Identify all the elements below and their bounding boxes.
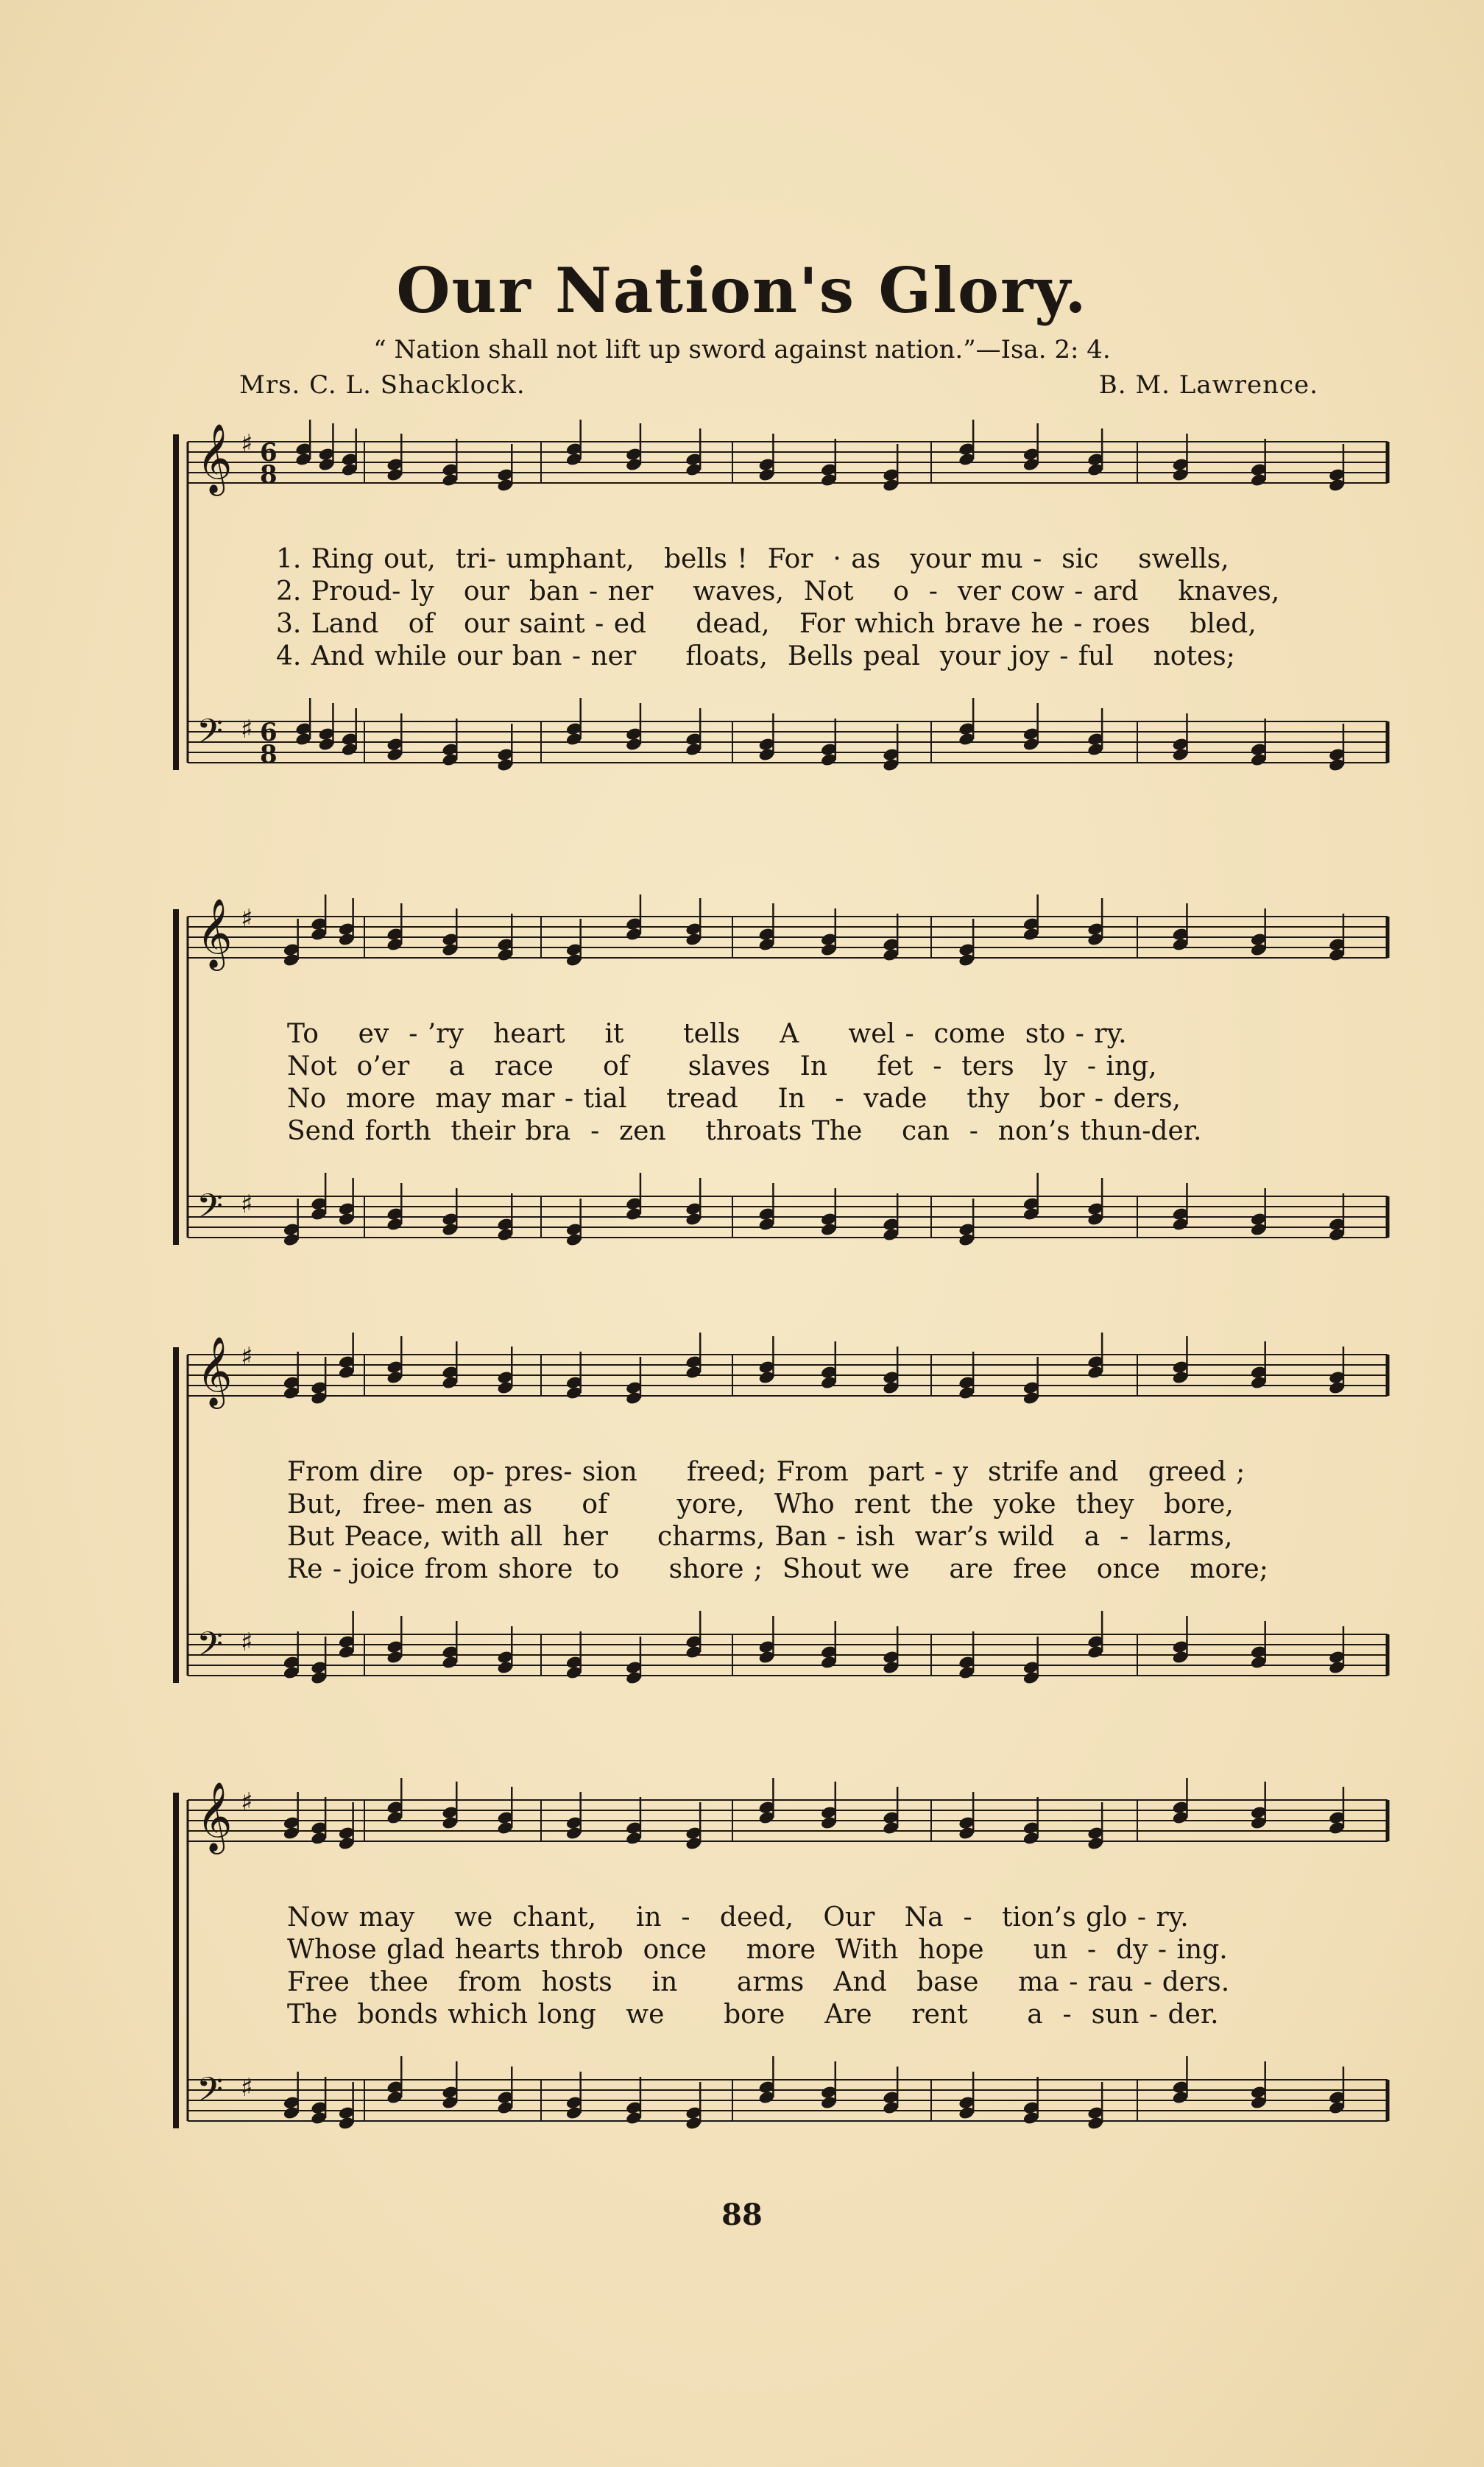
lyric-line: To ev - ’ry heart it tells A wel - come sto - ry.	[287, 1019, 1127, 1049]
music-system-2	[173, 894, 1388, 1263]
lyrics-block	[173, 1456, 1388, 1603]
lyric-line: Whose glad hearts throb once more With hope un - dy - ing.	[287, 1935, 1228, 1965]
bass-staff	[188, 2056, 1388, 2131]
bass-staff	[188, 1611, 1388, 1685]
treble-staff	[188, 894, 1388, 971]
music-system-3	[173, 1333, 1388, 1701]
treble-clef-icon: 𝄞	[197, 1336, 233, 1406]
lyric-line: But, free- men as of yore, Who rent the yoke they bore,	[287, 1489, 1234, 1520]
sharp-key-signature-icon: ♯	[241, 1787, 253, 1817]
lyric-line: 1. Ring out, tri- umphant, bells ! For · as your mu - sic swells,	[276, 544, 1229, 574]
bass-clef-icon: 𝄢	[197, 712, 224, 760]
bass-clef-icon: 𝄢	[197, 1187, 224, 1235]
lyric-line: Now may we chant, in - deed, Our Na - tion’s glo - ry.	[287, 1902, 1189, 1933]
scripture-reference: “ Nation shall not lift up sword against nation.”—Isa. 2: 4.	[373, 335, 1111, 364]
sharp-key-signature-icon: ♯	[241, 429, 253, 459]
lyric-line: No more may mar - tial tread In - vade thy bor - ders,	[287, 1084, 1181, 1114]
lyrics-block	[173, 1018, 1388, 1165]
time-signature-denominator: 8	[260, 740, 278, 769]
lyric-line: 2. Proud- ly our ban - ner waves, Not o - ver cow - ard knaves,	[276, 576, 1280, 607]
music-system-1	[173, 420, 1388, 788]
sharp-key-signature-icon: ♯	[241, 2073, 253, 2103]
treble-clef-icon: 𝄞	[197, 1782, 233, 1852]
lyrics-block	[173, 1902, 1388, 2049]
lyric-line: The bonds which long we bore Are rent a - sun - der.	[287, 2000, 1219, 2030]
lyric-line: But Peace, with all her charms, Ban - ish war’s wild a - larms,	[287, 1522, 1233, 1552]
treble-clef-icon: 𝄞	[197, 423, 233, 493]
sharp-key-signature-icon: ♯	[241, 904, 253, 933]
treble-staff	[188, 1778, 1388, 1854]
lyric-line: From dire op- pres- sion freed; From part - y strife and greed ;	[287, 1457, 1246, 1487]
time-signature-numerator: 6	[260, 718, 278, 747]
hymn-title: Our Nation's Glory.	[396, 254, 1088, 327]
time-signature-numerator: 6	[260, 438, 278, 467]
lyric-line: Re - joice from shore to shore ; Shout we are free once more;	[287, 1554, 1268, 1584]
treble-staff	[188, 1333, 1388, 1409]
sharp-key-signature-icon: ♯	[241, 1342, 253, 1372]
bass-clef-icon: 𝄢	[197, 2070, 224, 2118]
bass-clef-icon: 𝄢	[197, 1625, 224, 1673]
sharp-key-signature-icon: ♯	[241, 1190, 253, 1219]
lyric-line: 3. Land of our saint - ed dead, For which brave he - roes bled,	[276, 609, 1257, 639]
sharp-key-signature-icon: ♯	[241, 715, 253, 744]
bass-staff	[188, 1173, 1388, 1247]
treble-staff	[188, 420, 1388, 496]
bass-staff	[188, 698, 1388, 772]
lyric-line: Free thee from hosts in arms And base ma - rau - ders.	[287, 1967, 1230, 1997]
time-signature-denominator: 8	[260, 460, 278, 490]
lyricist-credit: Mrs. C. L. Shacklock.	[239, 370, 526, 400]
page-number: 88	[721, 2198, 763, 2232]
treble-clef-icon: 𝄞	[197, 898, 233, 968]
lyrics-block	[173, 543, 1388, 691]
sharp-key-signature-icon: ♯	[241, 1628, 253, 1657]
lyric-line: Not o’er a race of slaves In fet - ters ly - ing,	[287, 1051, 1157, 1081]
composer-credit: B. M. Lawrence.	[1098, 370, 1318, 400]
lyric-line: Send forth their bra - zen throats The can - non’s thun-der.	[287, 1116, 1202, 1146]
music-system-4	[173, 1778, 1388, 2146]
lyric-line: 4. And while our ban - ner floats, Bells peal your joy - ful notes;	[276, 641, 1235, 671]
